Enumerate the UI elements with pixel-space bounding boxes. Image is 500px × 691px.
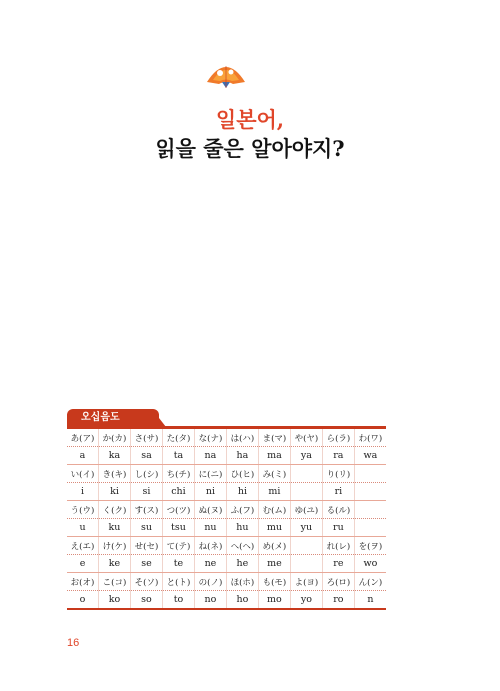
kana-row	[67, 537, 386, 555]
kana-cell: ぬ(ヌ)	[194, 501, 226, 519]
kana-cell: ら(ラ)	[322, 429, 354, 447]
gojuon-table	[67, 426, 386, 610]
kana-cell: さ(サ)	[130, 429, 162, 447]
romaji-cell: no	[194, 591, 226, 609]
romaji-cell: he	[226, 555, 258, 573]
kana-cell: や(ヤ)	[290, 429, 322, 447]
romaji-cell: u	[67, 519, 99, 537]
page-title-line2: 읽을 줄은 알아야지?	[155, 136, 345, 161]
romaji-cell: hi	[226, 483, 258, 501]
kana-cell: つ(ツ)	[162, 501, 194, 519]
romaji-cell	[354, 519, 386, 537]
kana-cell: む(ム)	[258, 501, 290, 519]
romaji-cell: su	[130, 519, 162, 537]
romaji-cell: te	[162, 555, 194, 573]
romaji-cell: nu	[194, 519, 226, 537]
kana-row	[67, 429, 386, 447]
romaji-cell: so	[130, 591, 162, 609]
kana-cell: れ(レ)	[322, 537, 354, 555]
romaji-cell: wa	[354, 447, 386, 465]
section-tab: 오십음도	[67, 409, 159, 427]
fan-icon	[203, 60, 249, 90]
romaji-cell: re	[322, 555, 354, 573]
romaji-cell: na	[194, 447, 226, 465]
kana-cell: か(カ)	[99, 429, 131, 447]
kana-cell: に(ニ)	[194, 465, 226, 483]
romaji-cell: sa	[130, 447, 162, 465]
kana-cell: は(ハ)	[226, 429, 258, 447]
romaji-cell: ne	[194, 555, 226, 573]
romaji-cell: si	[130, 483, 162, 501]
romaji-cell: ta	[162, 447, 194, 465]
romaji-cell: wo	[354, 555, 386, 573]
romaji-cell: i	[67, 483, 99, 501]
kana-cell: ち(チ)	[162, 465, 194, 483]
romaji-cell	[290, 555, 322, 573]
kana-cell: み(ミ)	[258, 465, 290, 483]
romaji-cell: a	[67, 447, 99, 465]
kana-cell	[354, 465, 386, 483]
kana-cell: え(エ)	[67, 537, 99, 555]
romaji-cell: ko	[99, 591, 131, 609]
kana-cell: お(オ)	[67, 573, 99, 591]
romaji-cell: mu	[258, 519, 290, 537]
kana-row	[67, 573, 386, 591]
romaji-cell: to	[162, 591, 194, 609]
romaji-row	[67, 447, 386, 465]
romaji-cell: ma	[258, 447, 290, 465]
kana-cell: へ(ヘ)	[226, 537, 258, 555]
kana-cell	[290, 537, 322, 555]
kana-cell: わ(ワ)	[354, 429, 386, 447]
romaji-row	[67, 591, 386, 609]
kana-cell: め(メ)	[258, 537, 290, 555]
romaji-cell: chi	[162, 483, 194, 501]
page-number: 16	[67, 637, 80, 649]
romaji-cell	[290, 483, 322, 501]
romaji-cell: yu	[290, 519, 322, 537]
kana-cell: た(タ)	[162, 429, 194, 447]
kana-cell: る(ル)	[322, 501, 354, 519]
romaji-cell: ha	[226, 447, 258, 465]
kana-cell: の(ノ)	[194, 573, 226, 591]
romaji-cell: ya	[290, 447, 322, 465]
kana-cell: う(ウ)	[67, 501, 99, 519]
kana-cell: ほ(ホ)	[226, 573, 258, 591]
romaji-cell: ke	[99, 555, 131, 573]
kana-cell: ね(ネ)	[194, 537, 226, 555]
kana-cell: ん(ン)	[354, 573, 386, 591]
romaji-cell: ho	[226, 591, 258, 609]
kana-cell: て(テ)	[162, 537, 194, 555]
kana-cell: ふ(フ)	[226, 501, 258, 519]
kana-cell: せ(セ)	[130, 537, 162, 555]
romaji-cell: e	[67, 555, 99, 573]
romaji-cell: ru	[322, 519, 354, 537]
romaji-row	[67, 483, 386, 501]
page-title-line1: 일본어,	[215, 107, 285, 132]
kana-cell: い(イ)	[67, 465, 99, 483]
kana-cell: く(ク)	[99, 501, 131, 519]
kana-cell: ゆ(ユ)	[290, 501, 322, 519]
romaji-cell: mo	[258, 591, 290, 609]
kana-cell: し(シ)	[130, 465, 162, 483]
kana-cell: り(リ)	[322, 465, 354, 483]
romaji-cell	[354, 483, 386, 501]
romaji-cell: o	[79, 594, 86, 605]
romaji-cell: se	[130, 555, 162, 573]
romaji-cell: ro	[322, 591, 354, 609]
kana-cell: ひ(ヒ)	[226, 465, 258, 483]
kana-cell: こ(コ)	[99, 573, 131, 591]
kana-cell: あ(ア)	[67, 429, 99, 447]
kana-cell: け(ケ)	[99, 537, 131, 555]
kana-cell: と(ト)	[162, 573, 194, 591]
section-tab-slope	[152, 409, 166, 427]
romaji-cell: mi	[258, 483, 290, 501]
kana-cell: な(ナ)	[194, 429, 226, 447]
romaji-cell: tsu	[162, 519, 194, 537]
kana-row	[67, 465, 386, 483]
romaji-cell: ra	[322, 447, 354, 465]
romaji-cell: hu	[226, 519, 258, 537]
romaji-row	[67, 555, 386, 573]
kana-cell: ま(マ)	[258, 429, 290, 447]
romaji-cell: ni	[194, 483, 226, 501]
kana-cell: も(モ)	[258, 573, 290, 591]
romaji-cell: me	[258, 555, 290, 573]
kana-cell: き(キ)	[99, 465, 131, 483]
romaji-row	[67, 519, 386, 537]
kana-cell: を(ヲ)	[354, 537, 386, 555]
kana-cell: よ(ヨ)	[290, 573, 322, 591]
kana-cell: そ(ソ)	[130, 573, 162, 591]
romaji-cell: ku	[99, 519, 131, 537]
romaji-cell: ri	[322, 483, 354, 501]
kana-cell: す(ス)	[130, 501, 162, 519]
romaji-cell: ki	[99, 483, 131, 501]
kana-cell: ろ(ロ)	[322, 573, 354, 591]
kana-cell	[290, 465, 322, 483]
romaji-cell: yo	[290, 591, 322, 609]
romaji-cell: n	[354, 591, 386, 609]
kana-cell	[354, 501, 386, 519]
romaji-cell: ka	[99, 447, 131, 465]
kana-row	[67, 501, 386, 519]
